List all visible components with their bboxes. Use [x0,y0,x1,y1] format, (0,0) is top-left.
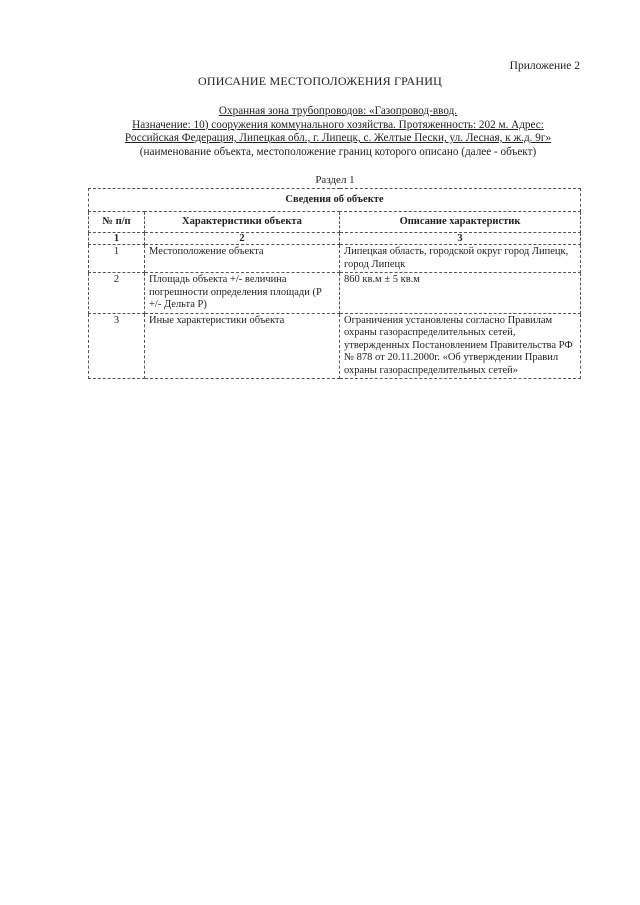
section-title: Раздел 1 [315,174,355,186]
row-description: Липецкая область, городской округ город Липецк, город Липецк [340,245,581,273]
column-number: 3 [340,233,581,245]
row-characteristic: Местоположение объекта [145,245,340,273]
column-number: 2 [145,233,340,245]
row-description: 860 кв.м ± 5 кв.м [340,273,581,314]
table-row [89,313,581,379]
table-header-row [89,212,581,233]
object-info-table [88,188,581,379]
row-description: Ограничения установлены согласно Правилам охраны газораспределительных сетей, утвержденных Постановлением Правительства РФ № 878 от 20.11.2000г. «Об утверждении Правил охраны газораспределительных сетей» [340,313,581,379]
row-number: 3 [89,313,145,379]
table-caption: Сведения об объекте [89,189,581,212]
row-characteristic: Иные характеристики объекта [145,313,340,379]
table-row [89,245,581,273]
row-number: 2 [89,273,145,314]
appendix-label: Приложение 2 [509,60,580,72]
object-line-3: Российская Федерация, Липецкая обл., г. Липецк, с. Желтые Пески, ул. Лесная, к ж.д. 9г» [124,132,552,144]
table-row [89,273,581,314]
object-description [96,105,580,159]
table-caption-row [89,189,581,212]
header-description: Описание характеристик [340,212,581,233]
row-number: 1 [89,245,145,273]
header-number: № п/п [89,212,145,233]
document-title: ОПИСАНИЕ МЕСТОПОЛОЖЕНИЯ ГРАНИЦ [198,74,442,88]
column-number: 1 [89,233,145,245]
object-line-2: Назначение: 10) сооружения коммунального хозяйства. Протяженность: 202 м. Адрес: [132,118,544,131]
column-number-row [89,233,581,245]
row-characteristic: Площадь объекта +/- величина погрешности определения площади (P +/- Дельта P) [145,273,340,314]
object-note: (наименование объекта, местоположение границ которого описано (далее - объект) [139,145,537,158]
header-characteristic: Характеристики объекта [145,212,340,233]
object-line-1: Охранная зона трубопроводов: «Газопровод-ввод. [218,105,458,117]
